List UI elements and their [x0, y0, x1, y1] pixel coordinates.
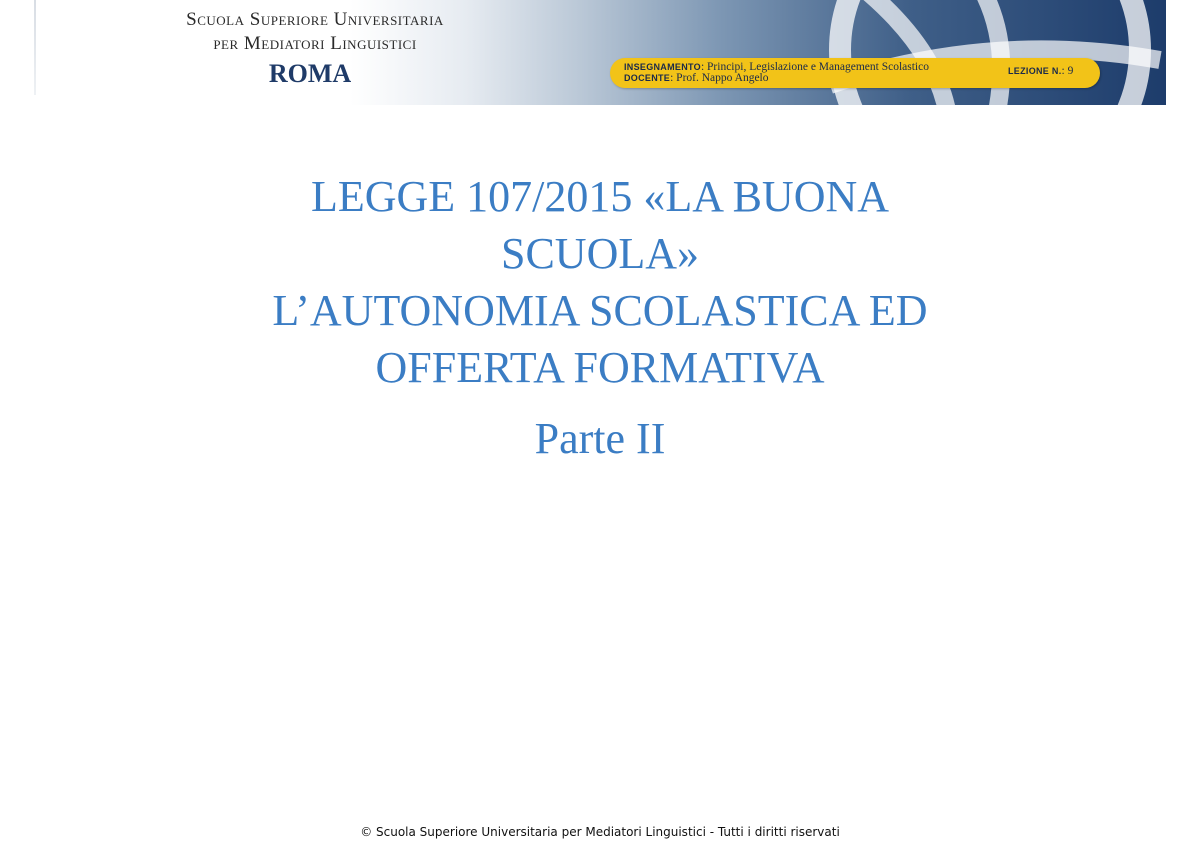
lesson-value: : 9 — [1061, 65, 1074, 77]
school-city: ROMA — [268, 59, 352, 88]
globe-logo-icon — [690, 0, 1166, 105]
teacher-row — [624, 73, 769, 84]
course-label: INSEGNAMENTO — [624, 62, 701, 72]
title-line-3: L’AUTONOMIA SCOLASTICA ED — [272, 286, 928, 335]
lesson-label: LEZIONE N. — [1008, 66, 1062, 76]
title-line-2: SCUOLA» — [500, 229, 700, 278]
teacher-value: : Prof. Nappo Angelo — [670, 72, 769, 84]
school-name-line-2: per Mediatori Linguistici — [213, 33, 417, 54]
school-name-line-1: Scuola Superiore Universitaria — [186, 9, 444, 30]
slide-subtitle: Parte II — [534, 414, 666, 463]
teacher-label: DOCENTE — [624, 73, 671, 83]
copyright-footer: © Scuola Superiore Universitaria per Mediatori Linguistici - Tutti i diritti riservati — [360, 825, 840, 839]
course-info-pill — [610, 58, 1100, 88]
title-line-1: LEGGE 107/2015 «LA BUONA — [310, 172, 890, 221]
title-line-4: OFFERTA FORMATIVA — [375, 343, 825, 392]
header-banner — [0, 0, 1166, 105]
course-value: : Principi, Legislazione e Management Scolastico — [700, 61, 929, 73]
school-name — [0, 8, 630, 56]
lesson-number — [1008, 61, 1073, 79]
slide-title — [0, 168, 1200, 396]
